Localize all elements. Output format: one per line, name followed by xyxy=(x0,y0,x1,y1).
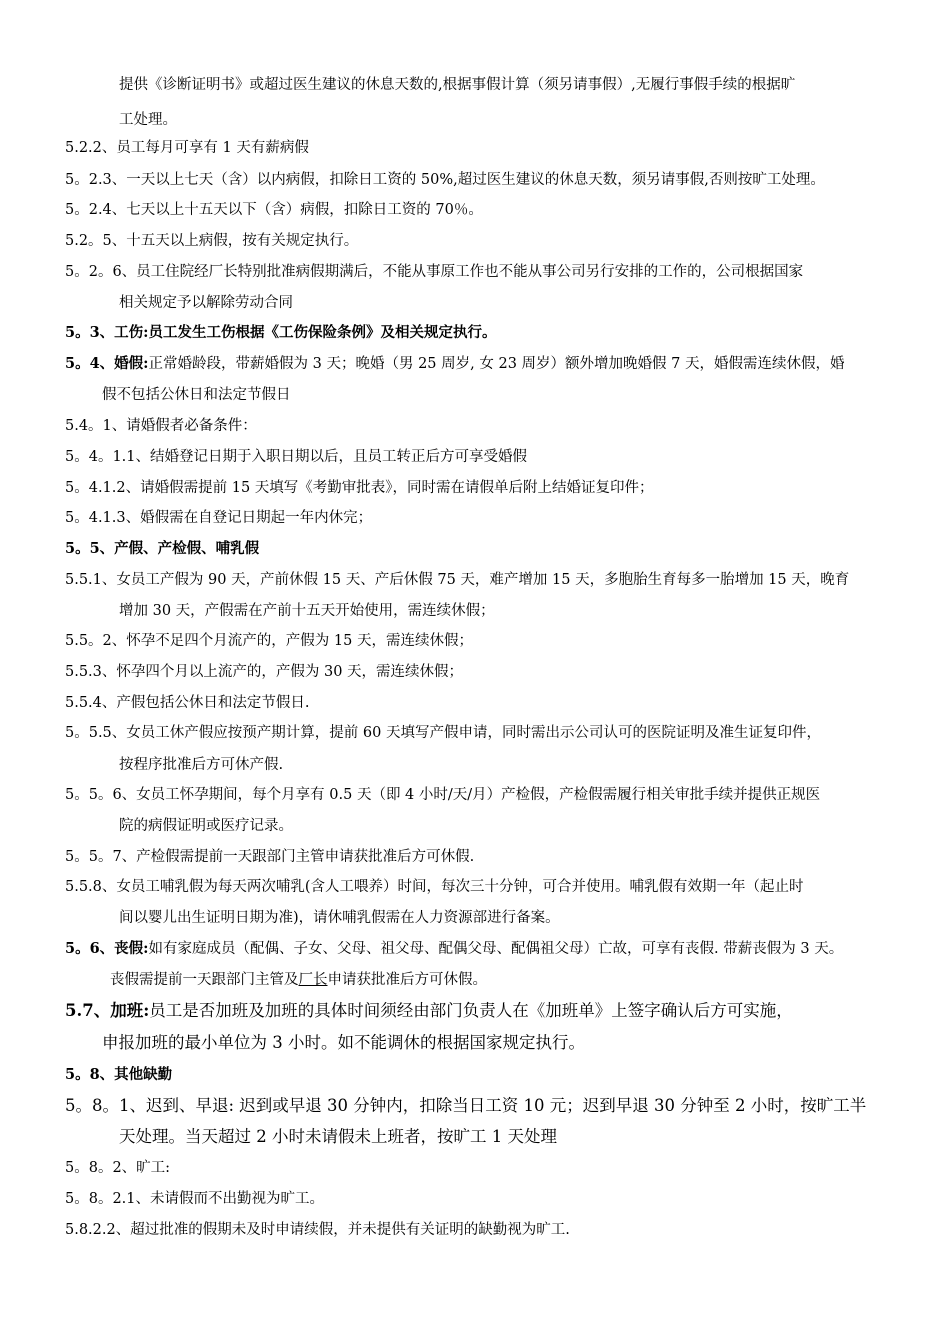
clause-5-4 xyxy=(65,354,844,374)
clause-5-2-3: 5。2.3、一天以上七天（含）以内病假，扣除日工资的 50%,超过医生建议的休息天数，须另请事假,否则按旷工处理。 xyxy=(65,172,825,188)
clause-text: 丧假需提前一天跟部门主管及 xyxy=(110,972,299,988)
paragraph-line: 天处理。当天超过 2 小时未请假未上班者，按旷工 1 天处理 xyxy=(119,1127,557,1146)
underlined-term: 厂长 xyxy=(298,972,328,988)
paragraph-line: 按程序批准后方可休产假. xyxy=(119,757,284,773)
clause-5-5-6: 5。5。6、女员工怀孕期间，每个月享有 0.5 天（即 4 小时/天/月）产检假，产检假需履行相关审批手续并提供正规医 xyxy=(65,787,821,803)
clause-5-4-1-1: 5。4。1.1、结婚登记日期于入职日期以后，且员工转正后方可享受婚假 xyxy=(65,449,528,465)
clause-text: 如有家庭成员（配偶、子女、父母、祖父母、配偶父母、配偶祖父母）亡故，可享有丧假. 带薪丧假为 3 天。 xyxy=(148,941,844,957)
paragraph-line: 院的病假证明或医疗记录。 xyxy=(119,818,293,834)
paragraph-line: 假不包括公休日和法定节假日 xyxy=(102,387,291,403)
clause-5-5-2: 5.5。2、怀孕不足四个月流产的，产假为 15 天，需连续休假； xyxy=(65,633,473,649)
clause-5-5-1: 5.5.1、女员工产假为 90 天，产前休假 15 天、产后休假 75 天，难产增加 15 天，多胞胎生育每多一胎增加 15 天，晚育 xyxy=(65,572,850,588)
paragraph-line: 申报加班的最小单位为 3 小时。如不能调休的根据国家规定执行。 xyxy=(102,1033,585,1052)
clause-5-5-7: 5。5。7、产检假需提前一天跟部门主管申请获批准后方可休假. xyxy=(65,849,475,865)
paragraph-line xyxy=(110,970,487,990)
section-heading-5-7: 5.7、加班: xyxy=(65,1001,150,1020)
clause-5-8-2-2: 5.8.2.2、超过批准的假期未及时申请续假，并未提供有关证明的缺勤视为旷工. xyxy=(65,1222,570,1238)
paragraph-line: 工处理。 xyxy=(119,112,177,128)
clause-5-8-1: 5。8。1、迟到、早退: 迟到或早退 30 分钟内，扣除当日工资 10 元；迟到早退 30 分钟至 2 小时，按旷工半 xyxy=(65,1096,867,1115)
paragraph-line: 提供《诊断证明书》或超过医生建议的休息天数的,根据事假计算（须另请事假）,无履行事假手续的根据旷 xyxy=(119,77,796,93)
clause-5-6 xyxy=(65,939,843,959)
clause-5-4-1: 5.4。1、请婚假者必备条件： xyxy=(65,418,257,434)
clause-text: 正常婚龄段，带薪婚假为 3 天；晚婚（男 25 周岁, 女 23 周岁）额外增加晚婚假 7 天，婚假需连续休假，婚 xyxy=(148,356,845,372)
clause-5-5-3: 5.5.3、怀孕四个月以上流产的，产假为 30 天，需连续休假； xyxy=(65,664,464,680)
clause-text: 申请获批准后方可休假。 xyxy=(327,972,487,988)
clause-5-4-1-2: 5。4.1.2、请婚假需提前 15 天填写《考勤审批表》，同时需在请假单后附上结婚证复印件； xyxy=(65,480,654,496)
clause-5-2-4: 5。2.4、七天以上十五天以下（含）病假，扣除日工资的 70％。 xyxy=(65,202,483,218)
clause-5-2-5: 5.2。5、十五天以上病假，按有关规定执行。 xyxy=(65,233,359,249)
clause-text: 员工是否加班及加班的具体时间须经由部门负责人在《加班单》上签字确认后方可实施， xyxy=(149,1001,793,1020)
clause-5-2-2: 5.2.2、员工每月可享有 1 天有薪病假 xyxy=(65,140,309,156)
clause-5-5-4: 5.5.4、产假包括公休日和法定节假日. xyxy=(65,695,310,711)
clause-5-4-1-3: 5。4.1.3、婚假需在自登记日期起一年内休完； xyxy=(65,510,373,526)
paragraph-line: 增加 30 天，产假需在产前十五天开始使用，需连续休假； xyxy=(119,603,495,619)
section-heading-5-6: 5。6、丧假: xyxy=(65,940,149,957)
clause-5-5-5: 5。5.5、女员工休产假应按预产期计算，提前 60 天填写产假申请，同时需出示公司认可的医院证明及准生证复印件， xyxy=(65,725,821,741)
paragraph-line: 相关规定予以解除劳动合同 xyxy=(119,295,293,311)
section-heading-5-4: 5。4、婚假: xyxy=(65,355,149,372)
section-heading-5-5: 5。5、产假、产检假、哺乳假 xyxy=(65,540,260,557)
section-heading-5-8: 5。8、其他缺勤 xyxy=(65,1066,173,1083)
paragraph-line: 间以婴儿出生证明日期为准)，请休哺乳假需在人力资源部进行备案。 xyxy=(119,910,560,926)
clause-5-8-2-1: 5。8。2.1、未请假而不出勤视为旷工。 xyxy=(65,1191,325,1207)
clause-5-5-8: 5.5.8、女员工哺乳假为每天两次哺乳(含人工喂养）时间，每次三十分钟，可合并使用。哺乳假有效期一年（起止时 xyxy=(65,879,804,895)
clause-5-8-2: 5。8。2、旷工: xyxy=(65,1160,171,1176)
clause-5-7 xyxy=(65,1000,793,1022)
clause-5-2-6: 5。2。6、员工住院经厂长特别批准病假期满后，不能从事原工作也不能从事公司另行安排的工作的，公司根据国家 xyxy=(65,264,804,280)
section-heading-5-3: 5。3、工伤:员工发生工伤根据《工伤保险条例》及相关规定执行。 xyxy=(65,324,497,341)
